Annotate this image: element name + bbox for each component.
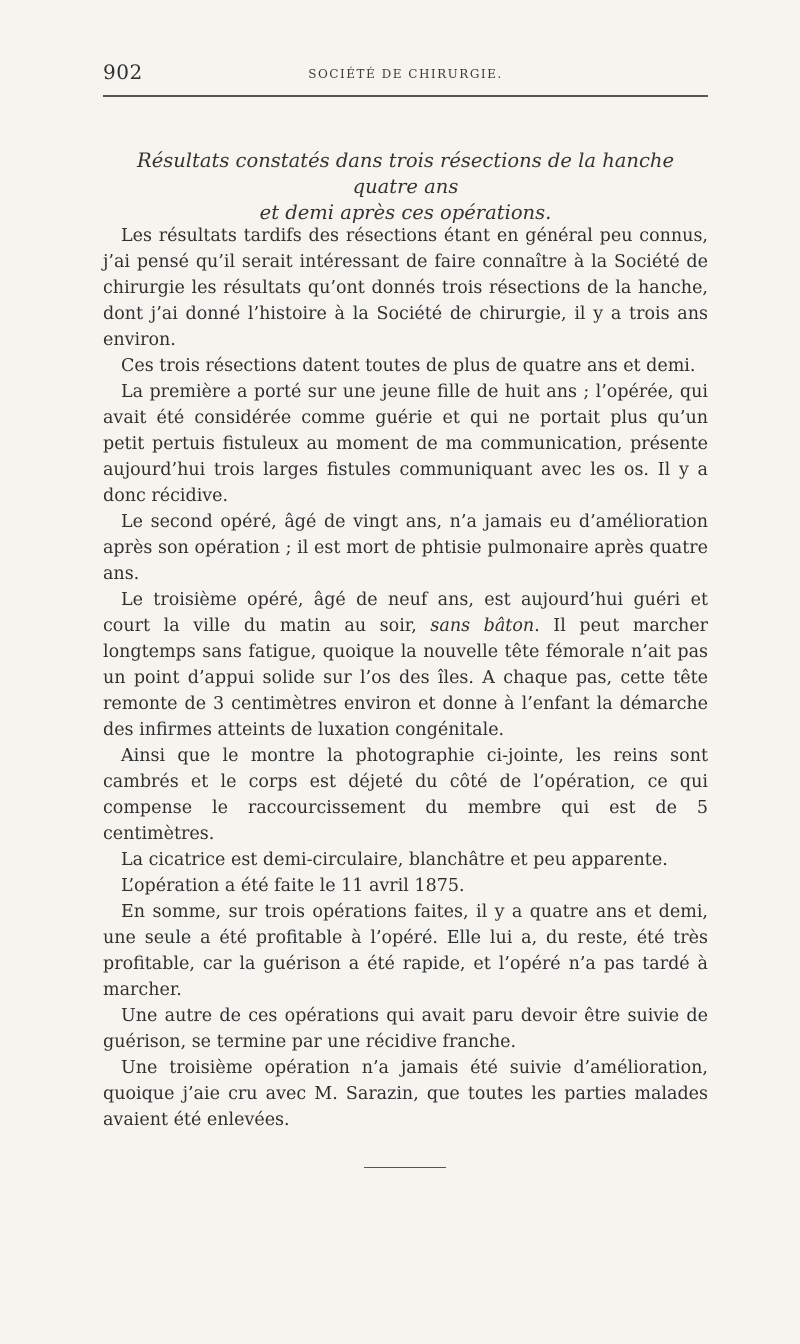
paragraph: Les résultats tardifs des résections étant en général peu connus, j’ai pensé qu’il serait intéressant de faire connaître à la Société de chirurgie les résultats qu’ont donnés trois résections de la hanche, dont j’ai donné l’histoire à la Société de chirurgie, il y a trois ans environ.: [103, 226, 708, 350]
paragraph-third-patient: [103, 587, 708, 743]
paragraph: L’opération a été faite le 11 avril 1875.: [121, 876, 465, 896]
page-header: [103, 60, 708, 88]
paragraph: Une autre de ces opérations qui avait paru devoir être suivie de guérison, se termine par une récidive franche.: [103, 1006, 708, 1052]
section-title: [103, 148, 708, 226]
paragraph: La première a porté sur une jeune fille de huit ans ; l’opérée, qui avait été considérée comme guérie et qui ne portait plus qu’un petit pertuis fistuleux au moment de ma communication, présente aujourd’hui trois larges fistules communiquant avec les os. Il y a donc récidive.: [103, 382, 708, 506]
header-rule: [103, 95, 708, 97]
paragraph: En somme, sur trois opérations faites, il y a quatre ans et demi, une seule a été profitable à l’opéré. Elle lui a, du reste, été très profitable, car la guérison a été rapide, et l’opéré n’a pas tardé à marcher.: [103, 902, 708, 1000]
text-run: Le troisième opéré, âgé de neuf ans, est aujourd’hui guéri et court la ville du matin au soir,: [103, 590, 708, 636]
section-title-line-1: Résultats constatés dans trois résections de la hanche quatre ans: [137, 149, 674, 198]
paragraph: Ces trois résections datent toutes de plus de quatre ans et demi.: [121, 356, 696, 376]
page-number: 902: [103, 60, 143, 84]
italic-text: sans bâton: [430, 616, 535, 636]
running-title: SOCIÉTÉ DE CHIRURGIE.: [308, 67, 503, 81]
section-title-line-2: et demi après ces opérations.: [259, 201, 552, 224]
body-text: [103, 223, 708, 1133]
paragraph: Le second opéré, âgé de vingt ans, n’a jamais eu d’amélioration après son opération ; il est mort de phtisie pulmonaire après quatre ans.: [103, 512, 708, 584]
end-rule: [364, 1167, 446, 1168]
paragraph: Ainsi que le montre la photographie ci-jointe, les reins sont cambrés et le corps est déjeté du côté de l’opération, ce qui compense le raccourcissement du membre qui est de 5 centimètres.: [103, 746, 708, 844]
text-run: . Il peut marcher longtemps sans fatigue, quoique la nouvelle tête fémorale n’ait pas un point d’appui solide sur l’os des îles. A chaque pas, cette tête remonte de 3 centimètres environ et donne à l’enfant la démarche des infirmes atteints de luxation congénitale.: [103, 616, 709, 740]
paragraph: Une troisième opération n’a jamais été suivie d’amélioration, quoique j’aie cru avec M. Sarazin, que toutes les parties malades avaient été enlevées.: [103, 1058, 708, 1130]
paragraph: La cicatrice est demi-circulaire, blanchâtre et peu apparente.: [121, 850, 668, 870]
